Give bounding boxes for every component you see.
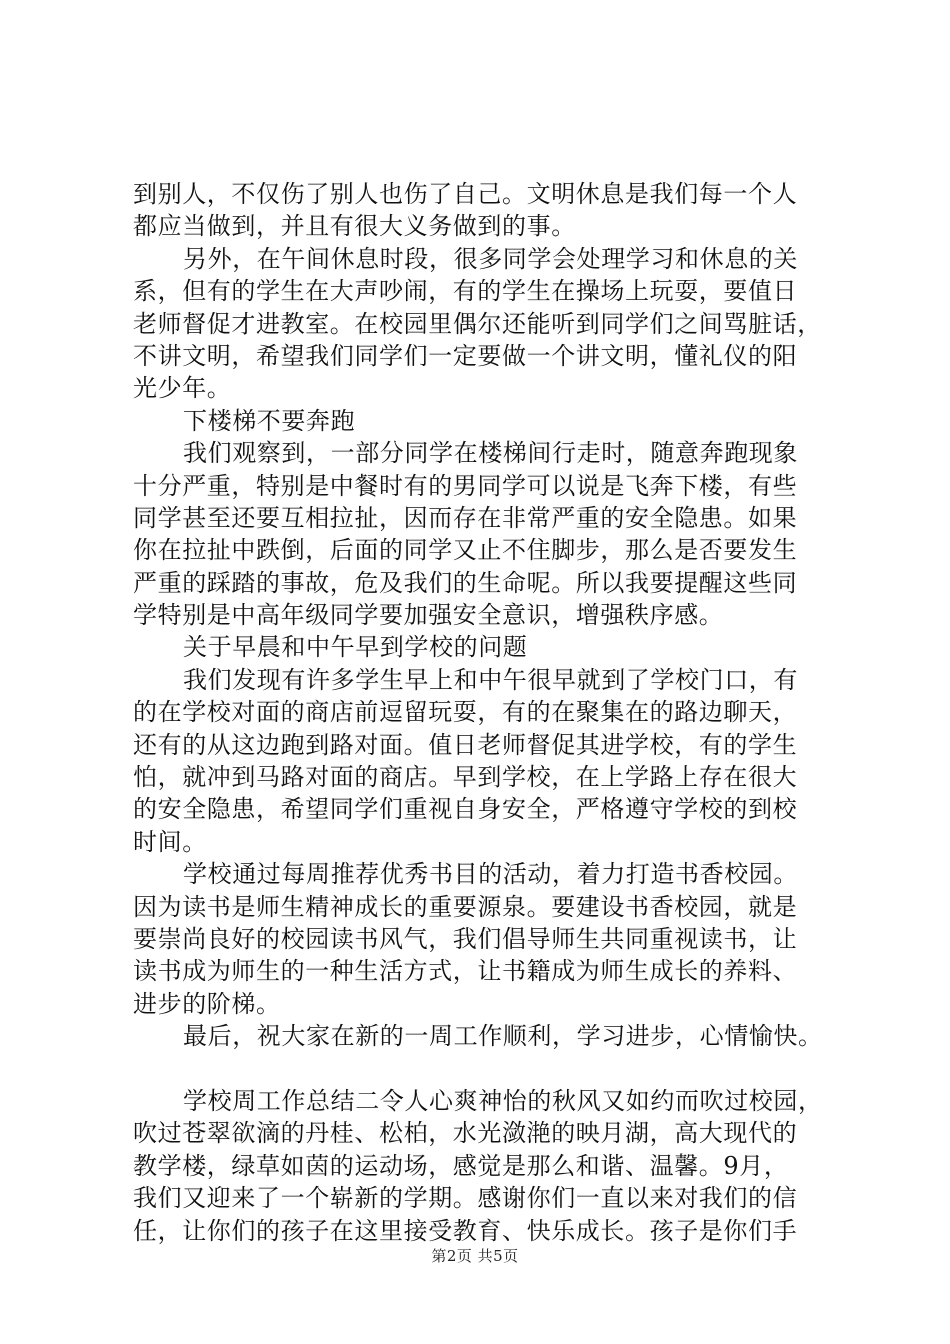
page-number-footer: 第2页 共5页	[431, 1247, 519, 1265]
text-line: 学校通过每周推荐优秀书目的活动，着力打造书香校园。	[183, 860, 798, 889]
text-line: 学校周工作总结二令人心爽神怡的秋风又如约而吹过校园，	[183, 1086, 823, 1115]
text-line: 的安全隐患，希望同学们重视自身安全，严格遵守学校的到校	[133, 795, 798, 824]
text-line: 因为读书是师生精神成长的重要源泉。要建设书香校园，就是	[133, 892, 798, 921]
text-line: 的在学校对面的商店前逗留玩耍，有的在聚集在的路边聊天，	[133, 698, 798, 727]
text-line: 我们发现有许多学生早上和中午很早就到了学校门口，有	[183, 665, 798, 694]
text-line: 任，让你们的孩子在这里接受教育、快乐成长。孩子是你们手	[133, 1216, 798, 1245]
document-body	[133, 178, 853, 1247]
text-line: 时间。	[133, 827, 207, 856]
text-line: 学特别是中高年级同学要加强安全意识，增强秩序感。	[133, 601, 724, 630]
text-line: 同学甚至还要互相拉扯，因而存在非常严重的安全隐患。如果	[133, 503, 798, 532]
text-line: 要崇尚良好的校园读书风气，我们倡导师生共同重视读书，让	[133, 924, 798, 953]
text-line: 到别人，不仅伤了别人也伤了自己。文明休息是我们每一个人	[133, 180, 798, 208]
text-line: 我们又迎来了一个崭新的学期。感谢你们一直以来对我们的信	[133, 1184, 798, 1213]
text-line: 教学楼，绿草如茵的运动场，感觉是那么和谐、温馨。9月，	[133, 1151, 789, 1180]
text-line: 进步的阶梯。	[133, 989, 281, 1018]
text-line: 另外，在午间休息时段，很多同学会处理学习和休息的关	[183, 244, 798, 273]
text-line: 不讲文明，希望我们同学们一定要做一个讲文明，懂礼仪的阳	[133, 341, 798, 370]
text-line: 光少年。	[133, 374, 232, 403]
text-line: 吹过苍翠欲滴的丹桂、松柏，水光潋滟的映月湖，高大现代的	[133, 1119, 798, 1148]
text-line: 读书成为师生的一种生活方式，让书籍成为师生成长的养料、	[133, 957, 798, 986]
text-line: 严重的踩踏的事故，危及我们的生命呢。所以我要提醒这些同	[133, 568, 798, 597]
text-line: 你在拉扯中跌倒，后面的同学又止不住脚步，那么是否要发生	[133, 536, 798, 565]
blank-line	[133, 1053, 853, 1085]
text-line: 下楼梯不要奔跑	[183, 406, 356, 435]
text-line: 系，但有的学生在大声吵闹，有的学生在操场上玩耍，要值日	[133, 277, 798, 306]
text-line: 还有的从这边跑到路对面。值日老师督促其进学校，有的学生	[133, 730, 798, 759]
text-line: 怕，就冲到马路对面的商店。早到学校，在上学路上存在很大	[133, 763, 798, 792]
text-line: 我们观察到，一部分同学在楼梯间行走时，随意奔跑现象	[183, 439, 798, 468]
text-line: 最后，祝大家在新的一周工作顺利，学习进步，心情愉快。	[183, 1022, 823, 1051]
text-line: 老师督促才进教室。在校园里偶尔还能听到同学们之间骂脏话，	[133, 309, 822, 338]
text-line: 都应当做到，并且有很大义务做到的事。	[133, 212, 576, 241]
text-line: 关于早晨和中午早到学校的问题	[183, 633, 528, 662]
text-line: 十分严重，特别是中餐时有的男同学可以说是飞奔下楼，有些	[133, 471, 798, 500]
